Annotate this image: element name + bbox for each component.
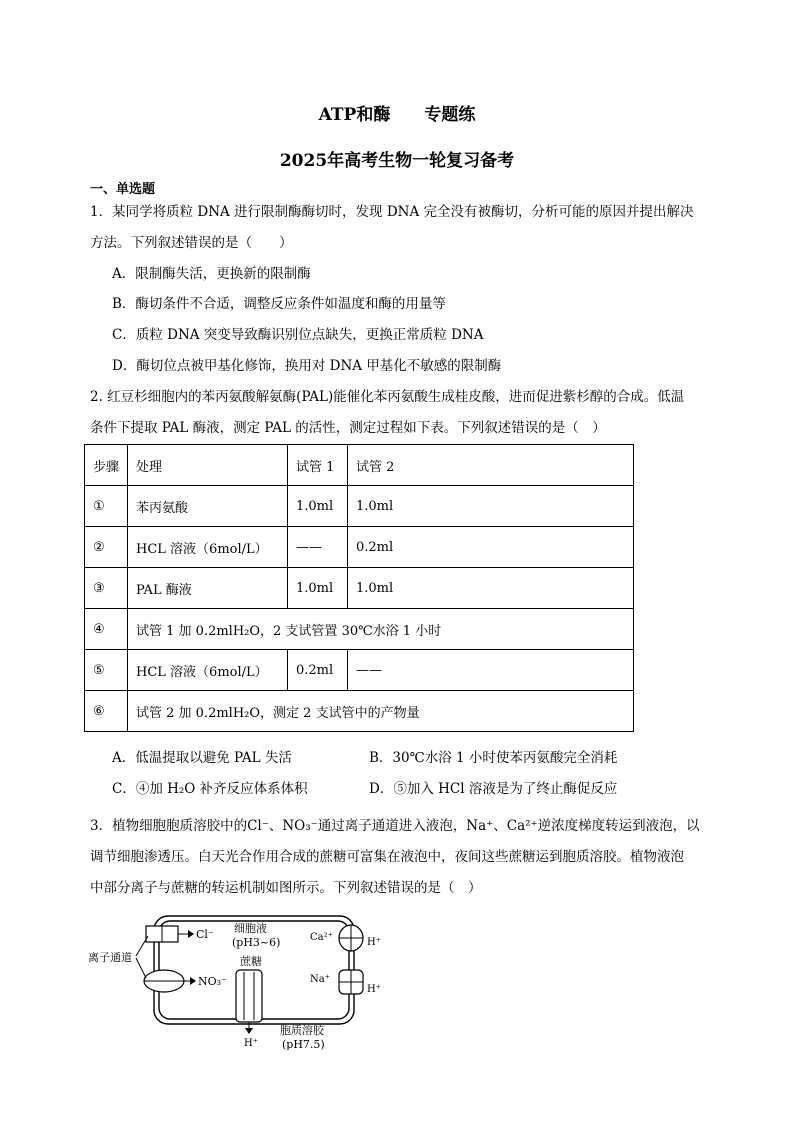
- ion-channel-label: 离子通道: [88, 951, 132, 964]
- table-cell: 0.2ml: [288, 650, 348, 691]
- q2-option-d: D．⑤加入 HCl 溶液是为了终止酶促反应: [369, 781, 618, 797]
- na-h-label: H⁺: [367, 984, 381, 995]
- table-header-cell: 处理: [128, 445, 288, 486]
- table-cell: HCL 溶液（6mol/L）: [128, 527, 288, 568]
- q1-stem-line1: 1．某同学将质粒 DNA 进行限制酶酶切时，发现 DNA 完全没有被酶切，分析可能的原因并提出解决: [90, 204, 694, 220]
- section-heading: 一、单选题: [90, 182, 156, 197]
- table-row: [85, 527, 634, 568]
- q1-option-a: A．限制酶失活，更换新的限制酶: [112, 266, 311, 282]
- cl-channel: [146, 926, 194, 942]
- q2-option-a: A．低温提取以避免 PAL 失活: [112, 750, 292, 766]
- table-cell: 1.0ml: [288, 486, 348, 527]
- table-row: [85, 609, 634, 650]
- table-cell: 1.0ml: [348, 486, 634, 527]
- table-cell: ③: [85, 568, 128, 609]
- table-row: [85, 691, 634, 732]
- table-cell: 1.0ml: [348, 568, 634, 609]
- q2-stem-line1: 2. 红豆杉细胞内的苯丙氨酸解氨酶(PAL)能催化苯丙氨酸生成桂皮酸，进而促进紫杉醇的合成。低温: [90, 389, 685, 405]
- vacuole-label: 细胞液: [234, 922, 267, 935]
- q2-option-c: C．④加 H₂O 补齐反应体系体积: [112, 781, 308, 797]
- title-main: ATP和酶: [318, 105, 391, 125]
- table-cell: 试管 2 加 0.2mlH₂O，测定 2 支试管中的产物量: [128, 691, 634, 732]
- table-cell: 0.2ml: [348, 527, 634, 568]
- na-h-antiporter: [339, 970, 363, 994]
- table-cell: PAL 酶液: [128, 568, 288, 609]
- q2-option-b: B．30℃水浴 1 小时使苯丙氨酸完全消耗: [369, 750, 618, 766]
- q1-stem-line2: 方法。下列叙述错误的是（ ）: [90, 235, 293, 251]
- title-sub: 专题练: [424, 105, 476, 125]
- table-row: [85, 568, 634, 609]
- no3-label: NO₃⁻: [198, 975, 227, 988]
- table-cell: 苯丙氨酸: [128, 486, 288, 527]
- table-cell: ④: [85, 609, 128, 650]
- table-cell: 试管 1 加 0.2mlH₂O，2 支试管置 30℃水浴 1 小时: [128, 609, 634, 650]
- q1-option-c: C．质粒 DNA 突变导致酶识别位点缺失，更换正常质粒 DNA: [112, 327, 484, 343]
- cytosol-label: 胞质溶胶: [280, 1024, 324, 1037]
- transport-diagram: [86, 910, 406, 1050]
- q1-option-b: B．酶切条件不合适，调整反应条件如温度和酶的用量等: [112, 296, 446, 312]
- q3-stem-line2: 调节细胞渗透压。白天光合作用合成的蔗糖可富集在液泡中，夜间这些蔗糖运到胞质溶胶。植物液泡: [90, 849, 684, 865]
- q2-table: [84, 444, 634, 732]
- sucrose-h-label: H⁺: [244, 1038, 258, 1049]
- ca-label: Ca²⁺: [310, 932, 333, 943]
- table-header-cell: 试管 2: [348, 445, 634, 486]
- table-cell: ①: [85, 486, 128, 527]
- ion-channel-pointer: [136, 936, 148, 956]
- table-header-cell: 步骤: [85, 445, 128, 486]
- no3-channel: [144, 970, 196, 992]
- table-row: [85, 486, 634, 527]
- ca-h-antiporter: [339, 925, 363, 951]
- q3-stem-line1: 3．植物细胞胞质溶胶中的Cl⁻、NO₃⁻通过离子通道进入液泡，Na⁺、Ca²⁺逆浓度梯度转运到液泡，以: [90, 818, 700, 834]
- sucrose-label: 蔗糖: [240, 955, 262, 968]
- table-cell: ⑤: [85, 650, 128, 691]
- table-header-row: [85, 445, 634, 486]
- ca-h-label: H⁺: [367, 937, 381, 948]
- page-title: [0, 100, 794, 125]
- ion-channel-pointer: [136, 958, 146, 978]
- table-cell: HCL 溶液（6mol/L）: [128, 650, 288, 691]
- page-subtitle: 2025年高考生物一轮复习备考: [279, 151, 515, 171]
- q1-option-d: D．酶切位点被甲基化修饰，换用对 DNA 甲基化不敏感的限制酶: [112, 358, 502, 374]
- cl-label: Cl⁻: [196, 928, 214, 941]
- table-header-cell: 试管 1: [288, 445, 348, 486]
- na-label: Na⁺: [310, 974, 330, 985]
- table-cell: ——: [288, 527, 348, 568]
- cytosol-ph-label: (pH7.5): [282, 1038, 325, 1050]
- table-cell: 1.0ml: [288, 568, 348, 609]
- table-cell: ——: [348, 650, 634, 691]
- q3-stem-line3: 中部分离子与蔗糖的转运机制如图所示。下列叙述错误的是（ ）: [90, 880, 482, 896]
- table-row: [85, 650, 634, 691]
- q2-stem-line2: 条件下提取 PAL 酶液，测定 PAL 的活性，测定过程如下表。下列叙述错误的是（ ）: [90, 420, 606, 436]
- table-cell: ②: [85, 527, 128, 568]
- table-cell: ⑥: [85, 691, 128, 732]
- vacuole-ph-label: (pH3~6): [232, 936, 281, 949]
